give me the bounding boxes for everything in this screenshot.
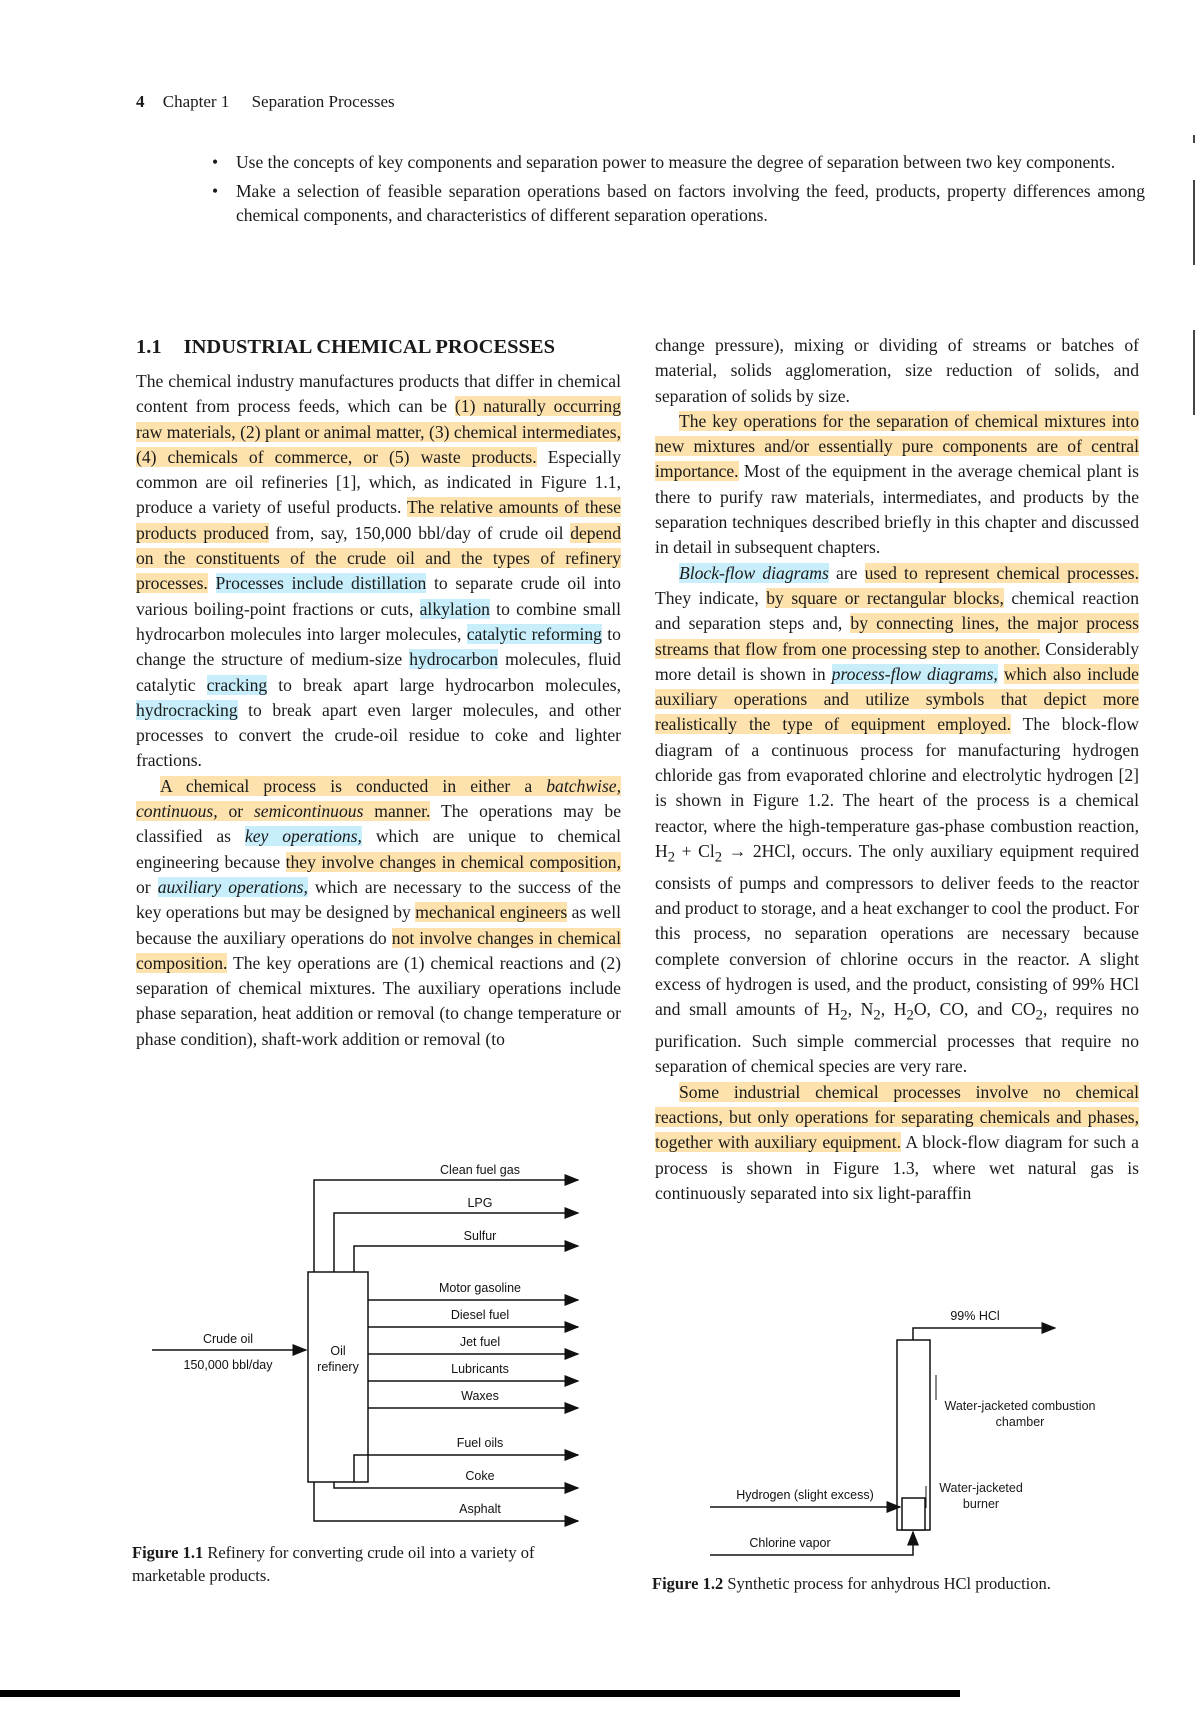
product-label-asphalt: Asphalt [459, 1502, 501, 1516]
caption-label: Figure 1.1 [132, 1543, 204, 1562]
product-label-diesel-fuel: Diesel fuel [450, 1308, 510, 1322]
right-column [655, 333, 1139, 1206]
caption-text: Synthetic process for anhydrous HCl production. [727, 1574, 1051, 1593]
product-label-jet-fuel: Jet fuel [459, 1335, 501, 1349]
figure-1-1-caption [132, 1541, 602, 1587]
figure-1-2-caption [652, 1572, 1152, 1595]
paragraph: The chemical industry manufactures products that differ in chemical content from process feeds, which can be (1) naturally occurring raw materials, (2) plant or animal matter, (3) chemical intermediates, (4) chemicals of commerce, or (5) waste products. Especially common are oil refineries [1], which, as indicated in Figure 1.1, produce a variety of useful products. The relative amounts of these products produced from, say, 150,000 bbl/day of crude oil depend on the constituents of the crude oil and the types of refinery processes. Processes include distillation to separate crude oil into various boiling-point fractions or cuts, alkylation to combine small hydrocarbon molecules into larger molecules, catalytic reforming to change the structure of medium-size hydrocarbon molecules, fluid catalytic cracking to break apart large hydrocarbon molecules, hydrocracking to break apart even larger molecules, and other processes to convert the crude-oil residue to coke and lighter fractions. [136, 371, 622, 771]
section-title: INDUSTRIAL CHEMICAL PROCESSES [183, 336, 555, 358]
margin-mark [1193, 180, 1195, 265]
caption-text: Refinery for converting crude oil into a variety of marketable products. [132, 1543, 535, 1585]
oil-refinery-box [308, 1272, 368, 1482]
paragraph: Block-flow diagrams are used to represent chemical processes. They indicate, by square or rectangular blocks, chemical reaction and separation steps and, by connecting lines, the major process streams that flow from one processing step to another. Considerably more detail is shown in process-flow diagrams, which also include auxiliary operations and utilize symbols that depict more realistically the type of equipment employed. The block-flow diagram of a continuous process for manufacturing hydrogen chloride gas from evaporated chlorine and electrolytic hydrogen [2] is shown in Figure 1.2. The heart of the process is a chemical reactor, where the high-temperature gas-phase combustion reaction, $H_2 + Cl_2 \to 2HCl$, occurs. The only auxiliary equipment required consists of pumps and compressors to deliver feeds to the reactor and product to storage, and a heat exchanger to cool the product. For this process, no separation operations are necessary because complete conversion of chlorine occurs in the reactor. A slight excess of hydrogen is used, and the product, consisting of 99% HCl and small amounts of $H_2$, $N_2$, $H_2O$, CO, and $CO_2$, requires no purification. Such simple commercial processes that require no separation of chemical species are very rare. [655, 562, 1140, 1077]
objective-item: • Use the concepts of key components and separation power to measure the degree of separation between two key components. [210, 150, 1145, 175]
product-label-clean-fuel-gas: Clean fuel gas [440, 1163, 520, 1177]
product-label-lubricants: Lubricants [451, 1362, 509, 1376]
paragraph: Some industrial chemical processes involve no chemical reactions, but only operations for separating chemicals and phases, together with auxiliary equipment. A block-flow diagram for such a process is shown in Figure 1.3, where wet natural gas is continuously separated into six light-paraffin [655, 1081, 1139, 1203]
product-label-fuel-oils: Fuel oils [456, 1436, 504, 1450]
margin-mark [1193, 330, 1195, 415]
product-label-coke: Coke [465, 1469, 495, 1483]
caption-label: Figure 1.2 [652, 1574, 724, 1593]
figure-1-1-diagram [150, 1150, 600, 1540]
crude-oil-label: Crude oil [202, 1332, 254, 1346]
section-heading [136, 333, 621, 361]
burner-label: Water-jacketed burner [939, 1481, 1023, 1511]
chamber-label: Water-jacketed combustion chamber [944, 1399, 1096, 1429]
left-column [136, 333, 621, 1052]
page-number: 4 [136, 92, 145, 111]
chapter-title: Separation Processes [251, 92, 395, 111]
paragraph: The key operations for the separation of chemical mixtures into new mixtures and/or essentially pure components are of central importance. Most of the equipment in the average chemical plant is there to purify raw materials, intermediates, and products by the separation techniques described briefly in this chapter and discussed in detail in subsequent chapters. [655, 410, 1139, 558]
paragraph: change pressure), mixing or dividing of streams or batches of material, solids agglomeration, size reduction of solids, and separation of solids by size. [655, 335, 1139, 406]
margin-mark [1193, 135, 1195, 143]
burner [902, 1498, 925, 1530]
section-number: 1.1 [136, 336, 162, 358]
product-label-lpg: LPG [467, 1196, 493, 1210]
figure-1-2-diagram [690, 1300, 1110, 1570]
paragraph: A chemical process is conducted in either a batchwise, continuous, or semicontinuous manner. The operations may be classified as key operations, which are unique to chemical engineering because they involve changes in chemical composition, or auxiliary operations, which are necessary to the success of the key operations but may be designed by mechanical engineers as well because the auxiliary operations do not involve changes in chemical composition. The key operations are (1) chemical reactions and (2) separation of chemical mixtures. The auxiliary operations include phase separation, heat addition or removal (to change temperature or phase condition), shaft-work addition or removal (to [136, 775, 622, 1049]
box-label-oil: Oil [330, 1344, 346, 1358]
product-label-motor-gasoline: Motor gasoline [439, 1281, 521, 1295]
chapter-label: Chapter 1 [162, 92, 230, 111]
learning-objectives [210, 150, 1145, 232]
outlet-line [334, 1213, 578, 1272]
chlorine-label: Chlorine vapor [749, 1536, 831, 1550]
page-header [136, 92, 395, 112]
objective-item: • Make a selection of feasible separation operations based on factors involving the feed, products, property differences among chemical components, and characteristics of different separation operations. [210, 179, 1145, 228]
outlet-line [354, 1246, 578, 1272]
outlet-line [334, 1482, 578, 1488]
bottom-rule [0, 1690, 960, 1697]
box-label-refinery: refinery [317, 1360, 359, 1374]
product-label-waxes: Waxes [461, 1389, 499, 1403]
hcl-product-label: 99% HCl [950, 1309, 1000, 1323]
product-label-sulfur: Sulfur [463, 1229, 497, 1243]
hcl-product-line [913, 1328, 1055, 1340]
crude-rate-label: 150,000 bbl/day [183, 1358, 273, 1372]
hydrogen-label: Hydrogen (slight excess) [736, 1488, 874, 1502]
